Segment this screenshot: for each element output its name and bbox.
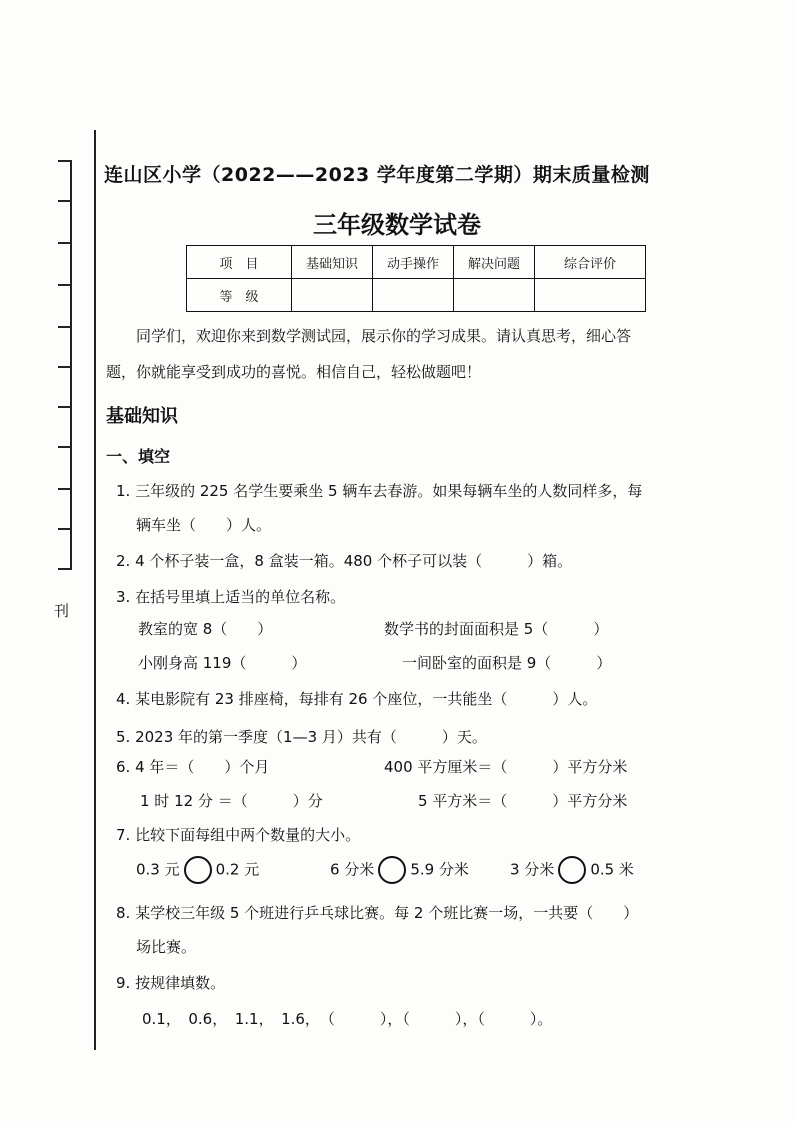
question-1-cont: 辆车坐（ ）人。	[136, 516, 272, 534]
margin-tick	[58, 160, 72, 162]
question-8: 8. 某学校三年级 5 个班进行乒乓球比赛。每 2 个班比赛一场，一共要（ ）	[116, 904, 639, 922]
section-basic: 基础知识	[106, 406, 178, 427]
intro-line: 同学们，欢迎你来到数学测试园，展示你的学习成果。请认真思考，细心答	[136, 327, 632, 345]
score-table-grade-row	[187, 279, 646, 312]
score-cell: 综合评价	[535, 246, 646, 279]
margin-tick	[58, 366, 72, 368]
compare-right: 0.2 元	[215, 860, 260, 879]
margin-char: 刊	[54, 602, 70, 620]
section-fill: 一、填空	[106, 447, 171, 466]
exam-header-title: 连山区小学（2022——2023 学年度第二学期）期末质量检测	[104, 164, 650, 186]
question-7-compare-c	[510, 856, 634, 884]
question-4: 4. 某电影院有 23 排座椅，每排有 26 个座位，一共能坐（ ）人。	[116, 690, 598, 708]
intro-text	[106, 318, 726, 390]
margin-tick	[58, 488, 72, 490]
question-7-compare-b	[330, 856, 469, 884]
score-cell: 基础知识	[292, 246, 373, 279]
score-cell: 等 级	[187, 279, 292, 312]
score-table-header-row	[187, 246, 646, 279]
margin-tick	[58, 406, 72, 408]
intro-line: 题，你就能享受到成功的喜悦。相信自己，轻松做题吧！	[106, 363, 482, 381]
margin-tick	[58, 284, 72, 286]
score-cell: 动手操作	[373, 246, 454, 279]
score-input-cell[interactable]	[535, 279, 646, 312]
margin-tick	[58, 446, 72, 448]
margin-tick	[58, 528, 72, 530]
question-6-c: 1 时 12 分 ＝（ ）分	[140, 792, 323, 810]
compare-circle[interactable]	[184, 856, 212, 884]
question-3-b: 数学书的封面面积是 5（ ）	[384, 620, 609, 638]
margin-tick	[58, 242, 72, 244]
compare-right: 0.5 米	[590, 860, 634, 879]
question-6-b: 400 平方厘米＝（ ）平方分米	[384, 758, 628, 776]
binding-line	[94, 130, 96, 1050]
question-3-c: 小刚身高 119（ ）	[138, 654, 307, 672]
score-input-cell[interactable]	[373, 279, 454, 312]
exam-subtitle: 三年级数学试卷	[313, 211, 481, 239]
question-3-a: 教室的宽 8（ ）	[138, 620, 273, 638]
margin-tick	[58, 200, 72, 202]
question-7-compare-a	[136, 856, 259, 884]
question-9-sequence: 0.1， 0.6， 1.1， 1.6， （ ），（ ），（ ）。	[142, 1010, 553, 1028]
question-3-d: 一间卧室的面积是 9（ ）	[402, 654, 612, 672]
question-8-cont: 场比赛。	[136, 938, 197, 956]
question-7: 7. 比较下面每组中两个数量的大小。	[116, 826, 361, 844]
compare-circle[interactable]	[558, 856, 586, 884]
compare-right: 5.9 分米	[410, 860, 469, 879]
score-table	[186, 245, 646, 312]
question-2: 2. 4 个杯子装一盒，8 盒装一箱。480 个杯子可以装（ ）箱。	[116, 552, 573, 570]
question-5: 5. 2023 年的第一季度（1—3 月）共有（ ）天。	[116, 728, 487, 746]
margin-tick	[58, 568, 72, 570]
score-input-cell[interactable]	[292, 279, 373, 312]
question-9: 9. 按规律填数。	[116, 974, 226, 992]
question-3: 3. 在括号里填上适当的单位名称。	[116, 588, 346, 606]
compare-left: 0.3 元	[136, 860, 180, 879]
question-6-a: 6. 4 年＝（ ）个月	[116, 758, 270, 776]
score-cell: 解决问题	[454, 246, 535, 279]
score-input-cell[interactable]	[454, 279, 535, 312]
compare-circle[interactable]	[378, 856, 406, 884]
margin-tick	[58, 326, 72, 328]
score-cell: 项 目	[187, 246, 292, 279]
compare-left: 3 分米	[510, 860, 555, 879]
compare-left: 6 分米	[330, 860, 375, 879]
question-6-d: 5 平方米＝（ ）平方分米	[418, 792, 628, 810]
question-1: 1. 三年级的 225 名学生要乘坐 5 辆车去春游。如果每辆车坐的人数同样多，每	[116, 482, 643, 500]
